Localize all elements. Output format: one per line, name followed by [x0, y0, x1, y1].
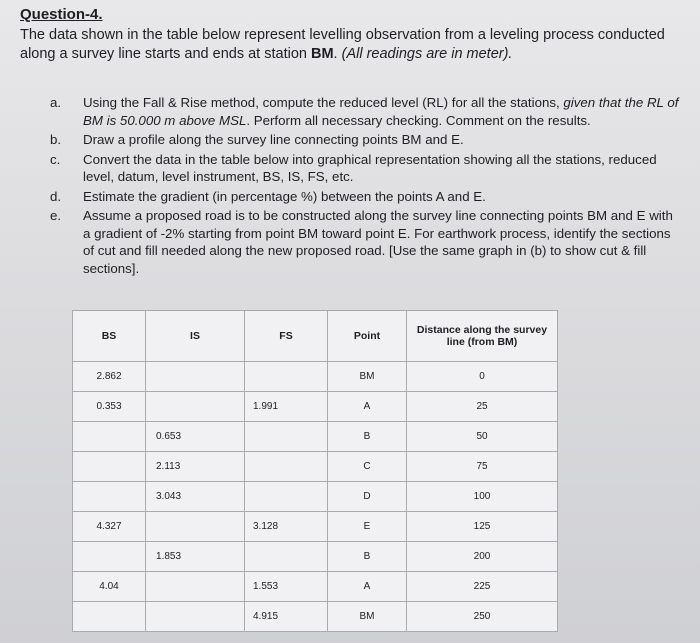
task-a-text-before: Using the Fall & Rise method, compute the reduced level (RL) for all the stations,	[83, 95, 564, 110]
cell-fs: 1.991	[245, 392, 328, 422]
cell-distance: 50	[407, 422, 558, 452]
cell-is: 3.043	[146, 482, 245, 512]
intro-station: BM	[310, 46, 334, 62]
table-row	[73, 482, 558, 512]
intro-note: (All readings are in meter).	[341, 46, 513, 62]
cell-is: 0.653	[146, 422, 245, 452]
task-list	[50, 94, 680, 279]
table-row	[73, 572, 558, 602]
cell-point: B	[328, 542, 407, 572]
task-item-b	[50, 131, 680, 149]
cell-bs	[73, 602, 146, 632]
question-title: Question-4.	[20, 6, 103, 23]
task-item-e	[50, 207, 680, 277]
cell-fs	[245, 482, 328, 512]
cell-bs	[73, 482, 146, 512]
cell-fs	[245, 452, 328, 482]
table-row	[73, 542, 558, 572]
table-row	[73, 452, 558, 482]
task-a-text-after: . Perform all necessary checking. Comment on the results.	[246, 112, 591, 128]
cell-is: 1.853	[146, 542, 245, 572]
cell-point: C	[328, 452, 407, 482]
cell-is: 2.113	[146, 452, 245, 482]
cell-distance: 0	[407, 362, 558, 392]
question-intro	[20, 26, 685, 64]
cell-bs: 0.353	[73, 392, 146, 422]
cell-fs: 1.553	[245, 572, 328, 602]
cell-bs: 2.862	[73, 362, 146, 392]
cell-point: A	[328, 392, 407, 422]
cell-fs: 3.128	[245, 512, 328, 542]
task-text: Estimate the gradient (in percentage %) between the points A and E.	[83, 188, 486, 204]
task-a-text-italic: given that the RL of BM is 50.000 m above MSL	[83, 95, 679, 128]
table-row	[73, 362, 558, 392]
header-bs: BS	[73, 311, 146, 362]
table-header-row	[73, 311, 558, 362]
cell-point: BM	[328, 602, 407, 632]
cell-is	[146, 392, 245, 422]
header-distance: Distance along the survey line (from BM)	[407, 311, 558, 362]
task-text: Convert the data in the table below into graphical representation showing all the stations, reduced level, datum, level instrument, BS, IS, FS, etc.	[83, 151, 657, 184]
task-text: Assume a proposed road is to be constructed along the survey line connecting points BM and E with a gradient of -2% starting from point BM toward point E. For earthwork process, identify the sections of cut and fill needed along the new proposed road. [Use the same graph in (b) to show cut & fill sections].	[83, 208, 673, 276]
cell-distance: 250	[407, 602, 558, 632]
cell-distance: 100	[407, 482, 558, 512]
cell-fs	[245, 422, 328, 452]
cell-point: E	[328, 512, 407, 542]
cell-is	[146, 362, 245, 392]
intro-end: .	[333, 46, 342, 62]
task-item-a	[50, 94, 680, 129]
table-row	[73, 392, 558, 422]
task-label: a.	[50, 95, 62, 110]
table-row	[73, 512, 558, 542]
cell-distance: 25	[407, 392, 558, 422]
cell-distance: 225	[407, 572, 558, 602]
table-row	[73, 602, 558, 632]
cell-distance: 75	[407, 452, 558, 482]
cell-distance: 200	[407, 542, 558, 572]
header-fs: FS	[245, 311, 328, 362]
cell-bs: 4.04	[73, 572, 146, 602]
header-is: IS	[146, 311, 245, 362]
cell-bs: 4.327	[73, 512, 146, 542]
cell-is	[146, 602, 245, 632]
task-item-d	[50, 188, 680, 206]
task-label: e.	[50, 208, 62, 223]
task-text: Draw a profile along the survey line connecting points BM and E.	[83, 132, 464, 147]
cell-bs	[73, 542, 146, 572]
task-label: c.	[50, 151, 61, 167]
cell-bs	[73, 452, 146, 482]
cell-is	[146, 512, 245, 542]
leveling-table	[72, 310, 558, 632]
cell-distance: 125	[407, 512, 558, 542]
cell-bs	[73, 422, 146, 452]
cell-fs	[245, 542, 328, 572]
cell-point: B	[328, 422, 407, 452]
cell-point: A	[328, 572, 407, 602]
header-point: Point	[328, 311, 407, 362]
cell-fs	[245, 362, 328, 392]
intro-main-text: The data shown in the table below represent levelling observation from a leveling process conducted along a survey line starts and ends at station	[20, 27, 665, 62]
cell-point: BM	[328, 362, 407, 392]
task-text	[83, 94, 680, 129]
cell-point: D	[328, 482, 407, 512]
task-item-c	[50, 151, 680, 186]
cell-is	[146, 572, 245, 602]
task-label: d.	[50, 188, 62, 204]
task-label: b.	[50, 132, 62, 147]
table-row	[73, 422, 558, 452]
cell-fs: 4.915	[245, 602, 328, 632]
